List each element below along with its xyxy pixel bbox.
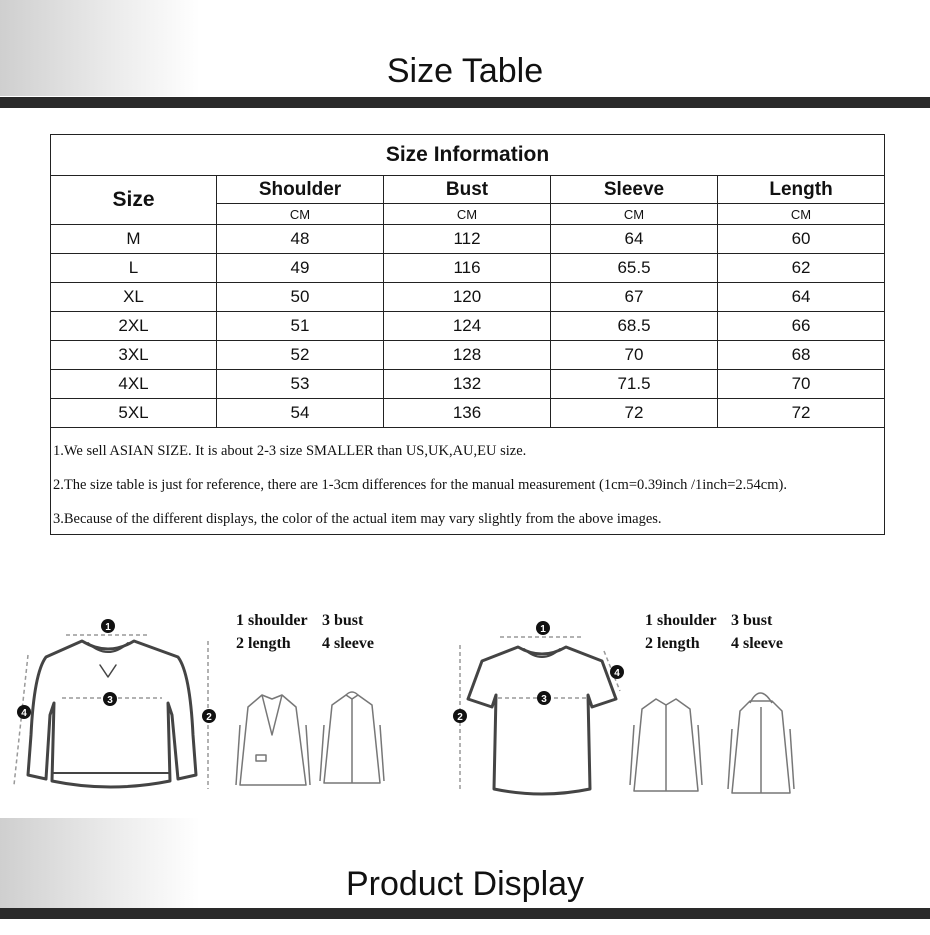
cell-bust: 136 [384, 399, 551, 428]
unit-length: CM [718, 204, 885, 225]
section-title: Product Display [345, 865, 585, 903]
cell-sleeve: 65.5 [551, 254, 718, 283]
table-row [51, 312, 885, 341]
cell-bust: 112 [384, 225, 551, 254]
cell-length: 62 [718, 254, 885, 283]
unit-sleeve: CM [551, 204, 718, 225]
column-header-bust: Bust [384, 176, 551, 204]
column-header-length: Length [718, 176, 885, 204]
cell-length: 72 [718, 399, 885, 428]
marker-bust: 3 [541, 694, 547, 705]
marker-bust: 3 [107, 695, 113, 706]
cell-shoulder: 52 [217, 341, 384, 370]
measure-legend [236, 609, 374, 655]
long-sleeve-measure-diagram [0, 595, 465, 815]
cell-sleeve: 68.5 [551, 312, 718, 341]
cell-length: 64 [718, 283, 885, 312]
size-notes [51, 428, 885, 535]
sweatshirt-illustration [0, 595, 465, 815]
table-row [51, 254, 885, 283]
header-divider [0, 97, 930, 108]
marker-length: 2 [206, 712, 212, 723]
marker-length: 2 [457, 712, 463, 723]
cell-length: 60 [718, 225, 885, 254]
marker-sleeve: 4 [21, 708, 27, 719]
note-asian-size: 1.We sell ASIAN SIZE. It is about 2-3 size SMALLER than US,UK,AU,EU size. [53, 443, 527, 459]
note-color: 3.Because of the different displays, the color of the actual item may vary slightly from the above images. [53, 511, 662, 527]
marker-shoulder: 1 [540, 624, 546, 635]
cell-shoulder: 49 [217, 254, 384, 283]
table-row [51, 283, 885, 312]
cell-sleeve: 72 [551, 399, 718, 428]
legend-bust: 3 bust [731, 612, 773, 629]
column-header-sleeve: Sleeve [551, 176, 718, 204]
cell-size: 5XL [51, 399, 217, 428]
cell-bust: 132 [384, 370, 551, 399]
size-table [50, 134, 885, 535]
cell-shoulder: 50 [217, 283, 384, 312]
cell-bust: 116 [384, 254, 551, 283]
cell-shoulder: 51 [217, 312, 384, 341]
cell-shoulder: 54 [217, 399, 384, 428]
cell-length: 70 [718, 370, 885, 399]
cell-length: 68 [718, 341, 885, 370]
size-column-header: Size [51, 176, 217, 225]
table-row [51, 225, 885, 254]
cell-shoulder: 48 [217, 225, 384, 254]
short-sleeve-measure-diagram [440, 595, 905, 815]
legend-length: 2 length [645, 635, 700, 652]
marker-sleeve: 4 [614, 668, 620, 679]
cell-size: 2XL [51, 312, 217, 341]
cell-sleeve: 70 [551, 341, 718, 370]
cell-size: M [51, 225, 217, 254]
cell-size: 4XL [51, 370, 217, 399]
measure-legend [645, 609, 783, 655]
page-title: Size Table [386, 52, 544, 90]
cell-bust: 128 [384, 341, 551, 370]
cell-bust: 124 [384, 312, 551, 341]
legend-length: 2 length [236, 635, 291, 652]
cell-shoulder: 53 [217, 370, 384, 399]
table-row [51, 370, 885, 399]
legend-shoulder: 1 shoulder [236, 612, 308, 629]
cell-sleeve: 67 [551, 283, 718, 312]
legend-sleeve: 4 sleeve [322, 635, 374, 652]
cell-sleeve: 71.5 [551, 370, 718, 399]
legend-sleeve: 4 sleeve [731, 635, 783, 652]
table-row [51, 399, 885, 428]
note-measurement: 2.The size table is just for reference, there are 1-3cm differences for the manual measurement (1cm=0.39inch /1inch=2.54cm). [53, 477, 787, 493]
marker-shoulder: 1 [105, 622, 111, 633]
legend-bust: 3 bust [322, 612, 364, 629]
cell-size: XL [51, 283, 217, 312]
unit-shoulder: CM [217, 204, 384, 225]
column-header-shoulder: Shoulder [217, 176, 384, 204]
unit-bust: CM [384, 204, 551, 225]
legend-shoulder: 1 shoulder [645, 612, 717, 629]
cell-size: 3XL [51, 341, 217, 370]
cell-length: 66 [718, 312, 885, 341]
table-caption: Size Information [51, 135, 885, 176]
cell-bust: 120 [384, 283, 551, 312]
table-row [51, 341, 885, 370]
cell-size: L [51, 254, 217, 283]
cell-sleeve: 64 [551, 225, 718, 254]
header-divider [0, 908, 930, 919]
